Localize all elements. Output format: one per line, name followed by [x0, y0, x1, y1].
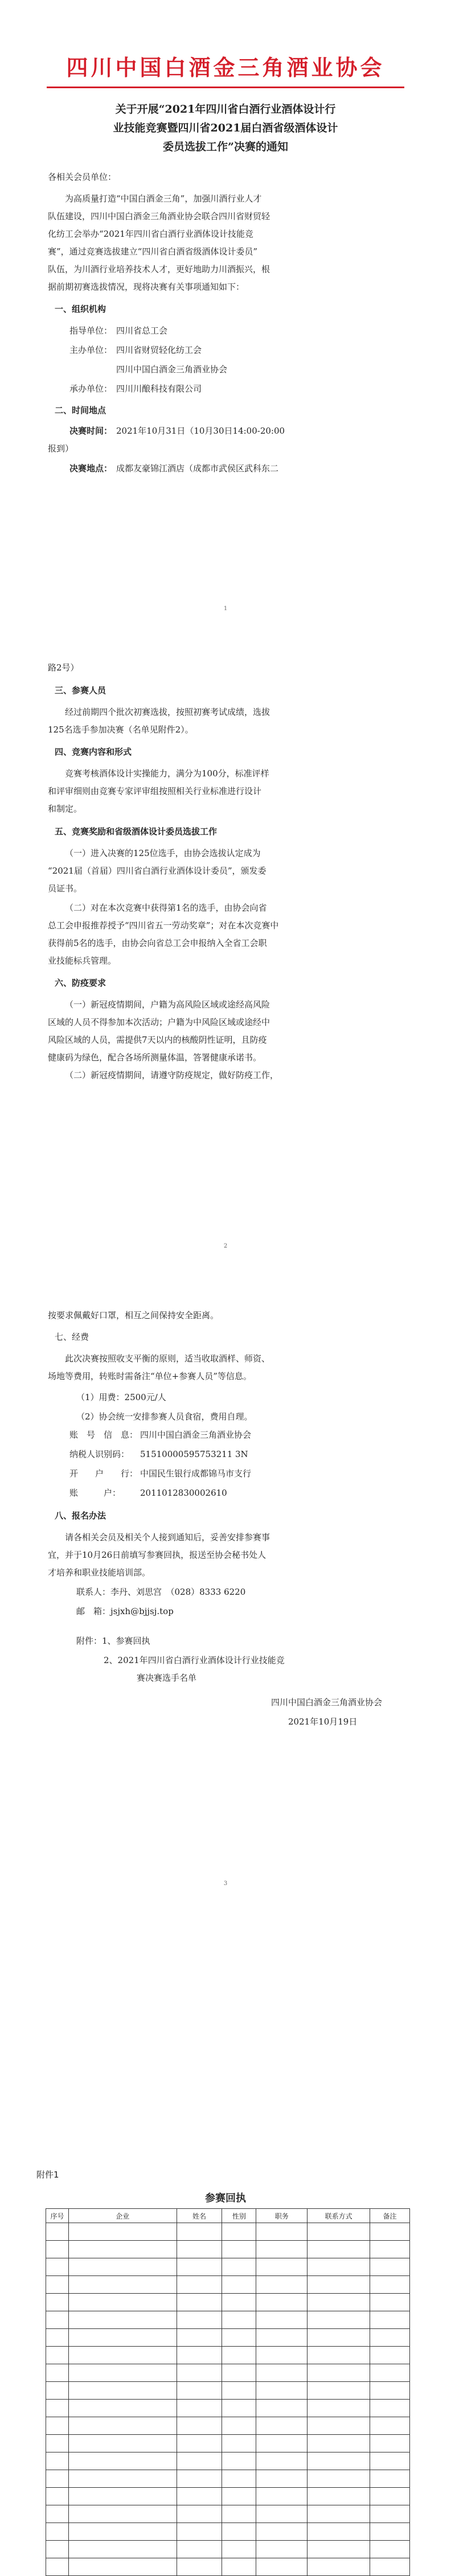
table-cell — [68, 2435, 177, 2452]
table-cell — [256, 2347, 308, 2364]
table-cell — [256, 2505, 308, 2523]
table-cell — [222, 2241, 256, 2258]
section-4-heading: 四、竞赛内容和形式 — [55, 747, 132, 757]
section-8-heading: 八、报名办法 — [55, 1511, 106, 1521]
table-cell — [256, 2276, 308, 2294]
table-cell — [370, 2294, 410, 2311]
table-row — [46, 2505, 410, 2523]
col-header-name: 姓名 — [177, 2209, 222, 2223]
table-cell — [46, 2364, 69, 2382]
table-cell — [177, 2241, 222, 2258]
table-cell — [177, 2452, 222, 2470]
col-header-contact: 联系方式 — [308, 2209, 370, 2223]
table-cell — [68, 2311, 177, 2329]
bank-value-number: 2011012830002610 — [140, 1488, 227, 1498]
table-cell — [68, 2417, 177, 2435]
table-cell — [222, 2294, 256, 2311]
attachment-1: 附件：1、参赛回执 — [76, 1636, 150, 1646]
table-cell — [46, 2241, 69, 2258]
table-cell — [370, 2241, 410, 2258]
table-cell — [308, 2558, 370, 2576]
table-cell — [68, 2541, 177, 2558]
table-cell — [46, 2329, 69, 2347]
table-cell — [308, 2311, 370, 2329]
table-cell — [177, 2417, 222, 2435]
table-cell — [308, 2329, 370, 2347]
table-row — [46, 2347, 410, 2364]
bank-label-account: 账 号 信 息： — [69, 1430, 138, 1440]
table-cell — [68, 2364, 177, 2382]
section-1-heading: 一、组织机构 — [55, 304, 106, 314]
table-cell — [46, 2488, 69, 2505]
table-cell — [370, 2558, 410, 2576]
table-cell — [308, 2541, 370, 2558]
table-cell — [46, 2311, 69, 2329]
intro-line-5: 队伍，为川酒行业培养技术人才，更好地助力川酒振兴，根 — [48, 264, 270, 274]
table-row — [46, 2276, 410, 2294]
table-header-row — [46, 2209, 410, 2223]
table-cell — [370, 2488, 410, 2505]
intro-line-1: 为高质量打造“中国白酒金三角”，加强川酒行业人才 — [65, 194, 262, 204]
table-cell — [68, 2258, 177, 2276]
s5-line-4: （二）对在本次竞赛中获得第1名的选手，由协会向省 — [65, 903, 267, 913]
table-cell — [256, 2558, 308, 2576]
table-row — [46, 2452, 410, 2470]
table-cell — [46, 2470, 69, 2488]
attachment-2a: 2、2021年四川省白酒行业酒体设计行业技能竞 — [104, 1655, 285, 1665]
fee-line: （1）用费：2500元/人 — [76, 1392, 166, 1402]
section-3-heading: 三、参赛人员 — [55, 685, 106, 696]
table-cell — [308, 2470, 370, 2488]
table-cell — [46, 2417, 69, 2435]
table-cell — [308, 2276, 370, 2294]
org-banner-title: 四川中国白酒金三角酒业协会 — [66, 55, 385, 80]
table-cell — [256, 2258, 308, 2276]
fee-note: （2）协会统一安排参赛人员食宿，费用自理。 — [76, 1412, 253, 1422]
table-cell — [256, 2400, 308, 2417]
notice-title — [57, 100, 394, 157]
intro-line-6: 据前期初赛选拔情况，现将决赛有关事项通知如下： — [48, 282, 245, 292]
table-cell — [256, 2364, 308, 2382]
s4-line-2: 和评审细则由竞赛专家评审组按照相关行业标准进行设计 — [48, 786, 262, 796]
table-cell — [256, 2382, 308, 2400]
table-cell — [46, 2347, 69, 2364]
table-cell — [222, 2364, 256, 2382]
table-cell — [46, 2400, 69, 2417]
table-cell — [68, 2523, 177, 2541]
table-cell — [256, 2452, 308, 2470]
intro-line-4: 赛”，通过竞赛选拔建立“四川省白酒省级酒体设计委员” — [48, 246, 258, 257]
table-row — [46, 2311, 410, 2329]
table-cell — [46, 2505, 69, 2523]
table-row — [46, 2329, 410, 2347]
table-row — [46, 2223, 410, 2241]
table-cell — [68, 2488, 177, 2505]
s7-line-2: 场地等费用，转账时需备注“单位+参赛人员”等信息。 — [48, 1371, 252, 1381]
final-time-label: 决赛时间： — [69, 426, 113, 436]
table-cell — [177, 2435, 222, 2452]
table-cell — [222, 2523, 256, 2541]
table-row — [46, 2258, 410, 2276]
org-row-guide-label: 指导单位： — [69, 326, 113, 336]
table-cell — [308, 2241, 370, 2258]
table-cell — [46, 2452, 69, 2470]
table-cell — [308, 2382, 370, 2400]
s5-line-7: 业技能标兵管理。 — [48, 956, 117, 966]
table-row — [46, 2541, 410, 2558]
table-cell — [370, 2347, 410, 2364]
table-cell — [46, 2258, 69, 2276]
org-row-host-value-2: 四川中国白酒金三角酒业协会 — [116, 364, 228, 375]
bank-label-taxid: 纳税人识别码： — [69, 1449, 130, 1459]
table-cell — [177, 2258, 222, 2276]
contact-line: 联系人：李丹、刘思宫 （028）8333 6220 — [76, 1587, 246, 1597]
table-cell — [68, 2276, 177, 2294]
table-row — [46, 2294, 410, 2311]
notice-title-line-1: 关于开展“2021年四川省白酒行业酒体设计行 — [115, 103, 336, 116]
place-cont: 路2号） — [48, 662, 79, 673]
table-cell — [177, 2400, 222, 2417]
s5-line-3: 员证书。 — [48, 883, 83, 894]
col-header-company: 企业 — [68, 2209, 177, 2223]
col-header-index: 序号 — [46, 2209, 69, 2223]
s3-line-2: 125名选手参加决赛（名单见附件2）。 — [48, 725, 194, 735]
table-cell — [308, 2488, 370, 2505]
table-cell — [68, 2400, 177, 2417]
table-cell — [177, 2382, 222, 2400]
table-cell — [256, 2294, 308, 2311]
org-row-organizer-label: 承办单位： — [69, 384, 113, 394]
org-row-host-value: 四川省财贸轻化纺工会 — [116, 345, 202, 355]
table-cell — [177, 2329, 222, 2347]
s7-line-1: 此次决赛按照收支平衡的原则，适当收取酒样、师资、 — [65, 1353, 270, 1364]
table-cell — [308, 2505, 370, 2523]
table-cell — [177, 2311, 222, 2329]
table-row — [46, 2523, 410, 2541]
table-cell — [222, 2400, 256, 2417]
org-row-guide-value: 四川省总工会 — [116, 326, 168, 336]
table-cell — [68, 2241, 177, 2258]
table-cell — [68, 2347, 177, 2364]
table-cell — [222, 2541, 256, 2558]
table-cell — [177, 2364, 222, 2382]
table-cell — [256, 2329, 308, 2347]
registration-table — [46, 2208, 410, 2576]
section-7-heading: 七、经费 — [55, 1332, 89, 1342]
table-cell — [370, 2382, 410, 2400]
table-row — [46, 2382, 410, 2400]
table-cell — [177, 2294, 222, 2311]
table-cell — [68, 2452, 177, 2470]
table-cell — [46, 2523, 69, 2541]
intro-line-3: 化纺工会举办“2021年四川省白酒行业酒体设计技能竞 — [48, 229, 253, 239]
table-cell — [370, 2417, 410, 2435]
col-header-title: 职务 — [256, 2209, 308, 2223]
table-cell — [68, 2294, 177, 2311]
page-number-3: 3 — [223, 1880, 228, 1887]
table-row — [46, 2241, 410, 2258]
s6-line-1: （一）新冠疫情期间，户籍为高风险区域或途经高风险 — [65, 999, 270, 1010]
page-1 — [0, 0, 451, 637]
annex-label: 附件1 — [36, 2170, 59, 2180]
table-cell — [46, 2435, 69, 2452]
s6-line-2: 区域的人员不得参加本次活动；户籍为中风险区域或途经中 — [48, 1017, 270, 1027]
table-cell — [370, 2400, 410, 2417]
table-cell — [68, 2223, 177, 2241]
s8-line-3: 才培养和职业技能培训部。 — [48, 1567, 151, 1578]
table-cell — [177, 2488, 222, 2505]
attachment-2b: 赛决赛选手名单 — [137, 1673, 197, 1683]
table-cell — [177, 2558, 222, 2576]
s6-line-4: 健康码为绿色，配合各场所测量体温，答署健康承诺书。 — [48, 1052, 262, 1063]
table-row — [46, 2364, 410, 2382]
table-cell — [46, 2558, 69, 2576]
table-cell — [308, 2364, 370, 2382]
table-cell — [46, 2382, 69, 2400]
table-cell — [222, 2505, 256, 2523]
table-cell — [256, 2435, 308, 2452]
bank-label-number: 账 户： — [69, 1488, 121, 1498]
notice-title-line-2: 业技能竞赛暨四川省2021届白酒省级酒体设计 — [113, 122, 338, 134]
salutation: 各相关会员单位： — [48, 172, 117, 182]
col-header-remark: 备注 — [370, 2209, 410, 2223]
table-cell — [68, 2382, 177, 2400]
table-title: 参赛回执 — [205, 2192, 246, 2204]
table-cell — [222, 2452, 256, 2470]
table-cell — [370, 2452, 410, 2470]
signature-org: 四川中国白酒金三角酒业协会 — [271, 1697, 383, 1707]
table-cell — [370, 2364, 410, 2382]
table-cell — [308, 2452, 370, 2470]
bank-value-taxid: 51510000595753211 3N — [140, 1449, 248, 1459]
table-cell — [370, 2311, 410, 2329]
table-cell — [177, 2470, 222, 2488]
s5-line-6: 获得前5名的选手，由协会向省总工会申报纳入全省工会职 — [48, 938, 267, 948]
table-cell — [256, 2241, 308, 2258]
signature-date: 2021年10月19日 — [288, 1717, 358, 1727]
table-cell — [68, 2329, 177, 2347]
s5-line-1: （一）进入决赛的125位选手，由协会选拔认定成为 — [65, 848, 261, 858]
table-cell — [68, 2505, 177, 2523]
table-cell — [370, 2470, 410, 2488]
table-cell — [222, 2329, 256, 2347]
table-row — [46, 2558, 410, 2576]
table-cell — [68, 2470, 177, 2488]
table-row — [46, 2400, 410, 2417]
table-cell — [308, 2523, 370, 2541]
table-cell — [222, 2223, 256, 2241]
org-row-organizer-value: 四川川酿科技有限公司 — [116, 384, 202, 394]
table-cell — [177, 2523, 222, 2541]
table-cell — [308, 2400, 370, 2417]
table-cell — [177, 2347, 222, 2364]
table-cell — [46, 2541, 69, 2558]
table-cell — [222, 2435, 256, 2452]
table-cell — [222, 2488, 256, 2505]
table-cell — [256, 2541, 308, 2558]
final-place-label: 决赛地点： — [69, 463, 113, 474]
table-cell — [370, 2276, 410, 2294]
table-cell — [177, 2541, 222, 2558]
table-body — [46, 2223, 410, 2576]
final-place-value: 成都友豪锦江酒店（成都市武侯区武科东二 — [116, 463, 279, 474]
s5-line-2: “2021届（首届）四川省白酒行业酒体设计委员”，颁发委 — [48, 866, 266, 876]
email-line: 邮 箱：jsjxh@bjjsj.top — [76, 1606, 174, 1616]
bank-label-bank: 开 户 行： — [69, 1468, 138, 1479]
s6-cont: 按要求佩戴好口罩，相互之间保持安全距离。 — [48, 1310, 219, 1320]
table-cell — [256, 2417, 308, 2435]
s3-line-1: 经过前期四个批次初赛选拔，按照初赛考试成绩，选拔 — [65, 707, 270, 717]
page-number-1: 1 — [223, 606, 228, 612]
table-cell — [46, 2276, 69, 2294]
table-cell — [222, 2470, 256, 2488]
table-row — [46, 2488, 410, 2505]
table-row — [46, 2417, 410, 2435]
table-cell — [308, 2258, 370, 2276]
table-cell — [222, 2417, 256, 2435]
section-6-heading: 六、防疫要求 — [55, 978, 106, 988]
table-cell — [370, 2523, 410, 2541]
section-2-heading: 二、时间地点 — [55, 405, 106, 415]
s8-line-1: 请各相关会员及相关个人接到通知后，妥善安排参赛事 — [65, 1532, 270, 1542]
table-cell — [46, 2294, 69, 2311]
table-cell — [370, 2541, 410, 2558]
col-header-gender: 性别 — [222, 2209, 256, 2223]
org-row-host-label: 主办单位： — [69, 345, 113, 355]
table-cell — [256, 2523, 308, 2541]
table-cell — [222, 2558, 256, 2576]
bank-value-account: 四川中国白酒金三角酒业协会 — [140, 1430, 252, 1440]
table-row — [46, 2470, 410, 2488]
table-cell — [370, 2435, 410, 2452]
table-cell — [222, 2258, 256, 2276]
s8-line-2: 宜，并于10月26日前填写参赛回执，报送至协会秘书处人 — [48, 1550, 266, 1560]
table-cell — [256, 2488, 308, 2505]
notice-title-line-3: 委员选拔工作”决赛的通知 — [163, 141, 288, 153]
table-cell — [222, 2311, 256, 2329]
table-cell — [177, 2276, 222, 2294]
table-cell — [46, 2223, 69, 2241]
table-cell — [256, 2470, 308, 2488]
intro-line-2: 队伍建设，四川中国白酒金三角酒业协会联合四川省财贸轻 — [48, 211, 270, 221]
s6-line-3: 风险区域的人员，需提供7天以内的核酸阴性证明，且防疫 — [48, 1035, 267, 1045]
table-cell — [222, 2382, 256, 2400]
s5-line-5: 总工会申报推荐授予“四川省五一劳动奖章”；对在本次竞赛中 — [48, 920, 279, 931]
s4-line-1: 竞赛考核酒体设计实操能力，满分为100分，标准评样 — [65, 768, 269, 779]
table-cell — [222, 2347, 256, 2364]
final-time-value: 2021年10月31日（10月30日14:00-20:00 — [116, 426, 285, 436]
table-cell — [256, 2311, 308, 2329]
bank-value-bank: 中国民生银行成都锦马市支行 — [140, 1468, 252, 1479]
s4-line-3: 和制定。 — [48, 804, 83, 814]
table-cell — [256, 2223, 308, 2241]
table-cell — [370, 2505, 410, 2523]
page-number-2: 2 — [223, 1243, 228, 1249]
banner-red-rule — [47, 87, 404, 88]
final-time-cont: 报到） — [48, 443, 74, 454]
table-cell — [370, 2329, 410, 2347]
section-5-heading: 五、竞赛奖励和省级酒体设计委员选拔工作 — [55, 826, 218, 837]
table-cell — [308, 2294, 370, 2311]
table-cell — [308, 2417, 370, 2435]
table-cell — [308, 2347, 370, 2364]
table-cell — [308, 2223, 370, 2241]
table-cell — [370, 2258, 410, 2276]
s6-line-5: （二）新冠疫情期间，请遵守防疫规定，做好防疫工作， — [65, 1070, 279, 1080]
table-cell — [222, 2276, 256, 2294]
table-cell — [308, 2435, 370, 2452]
table-cell — [370, 2223, 410, 2241]
table-row — [46, 2435, 410, 2452]
table-cell — [177, 2505, 222, 2523]
table-cell — [177, 2223, 222, 2241]
table-cell — [68, 2558, 177, 2576]
